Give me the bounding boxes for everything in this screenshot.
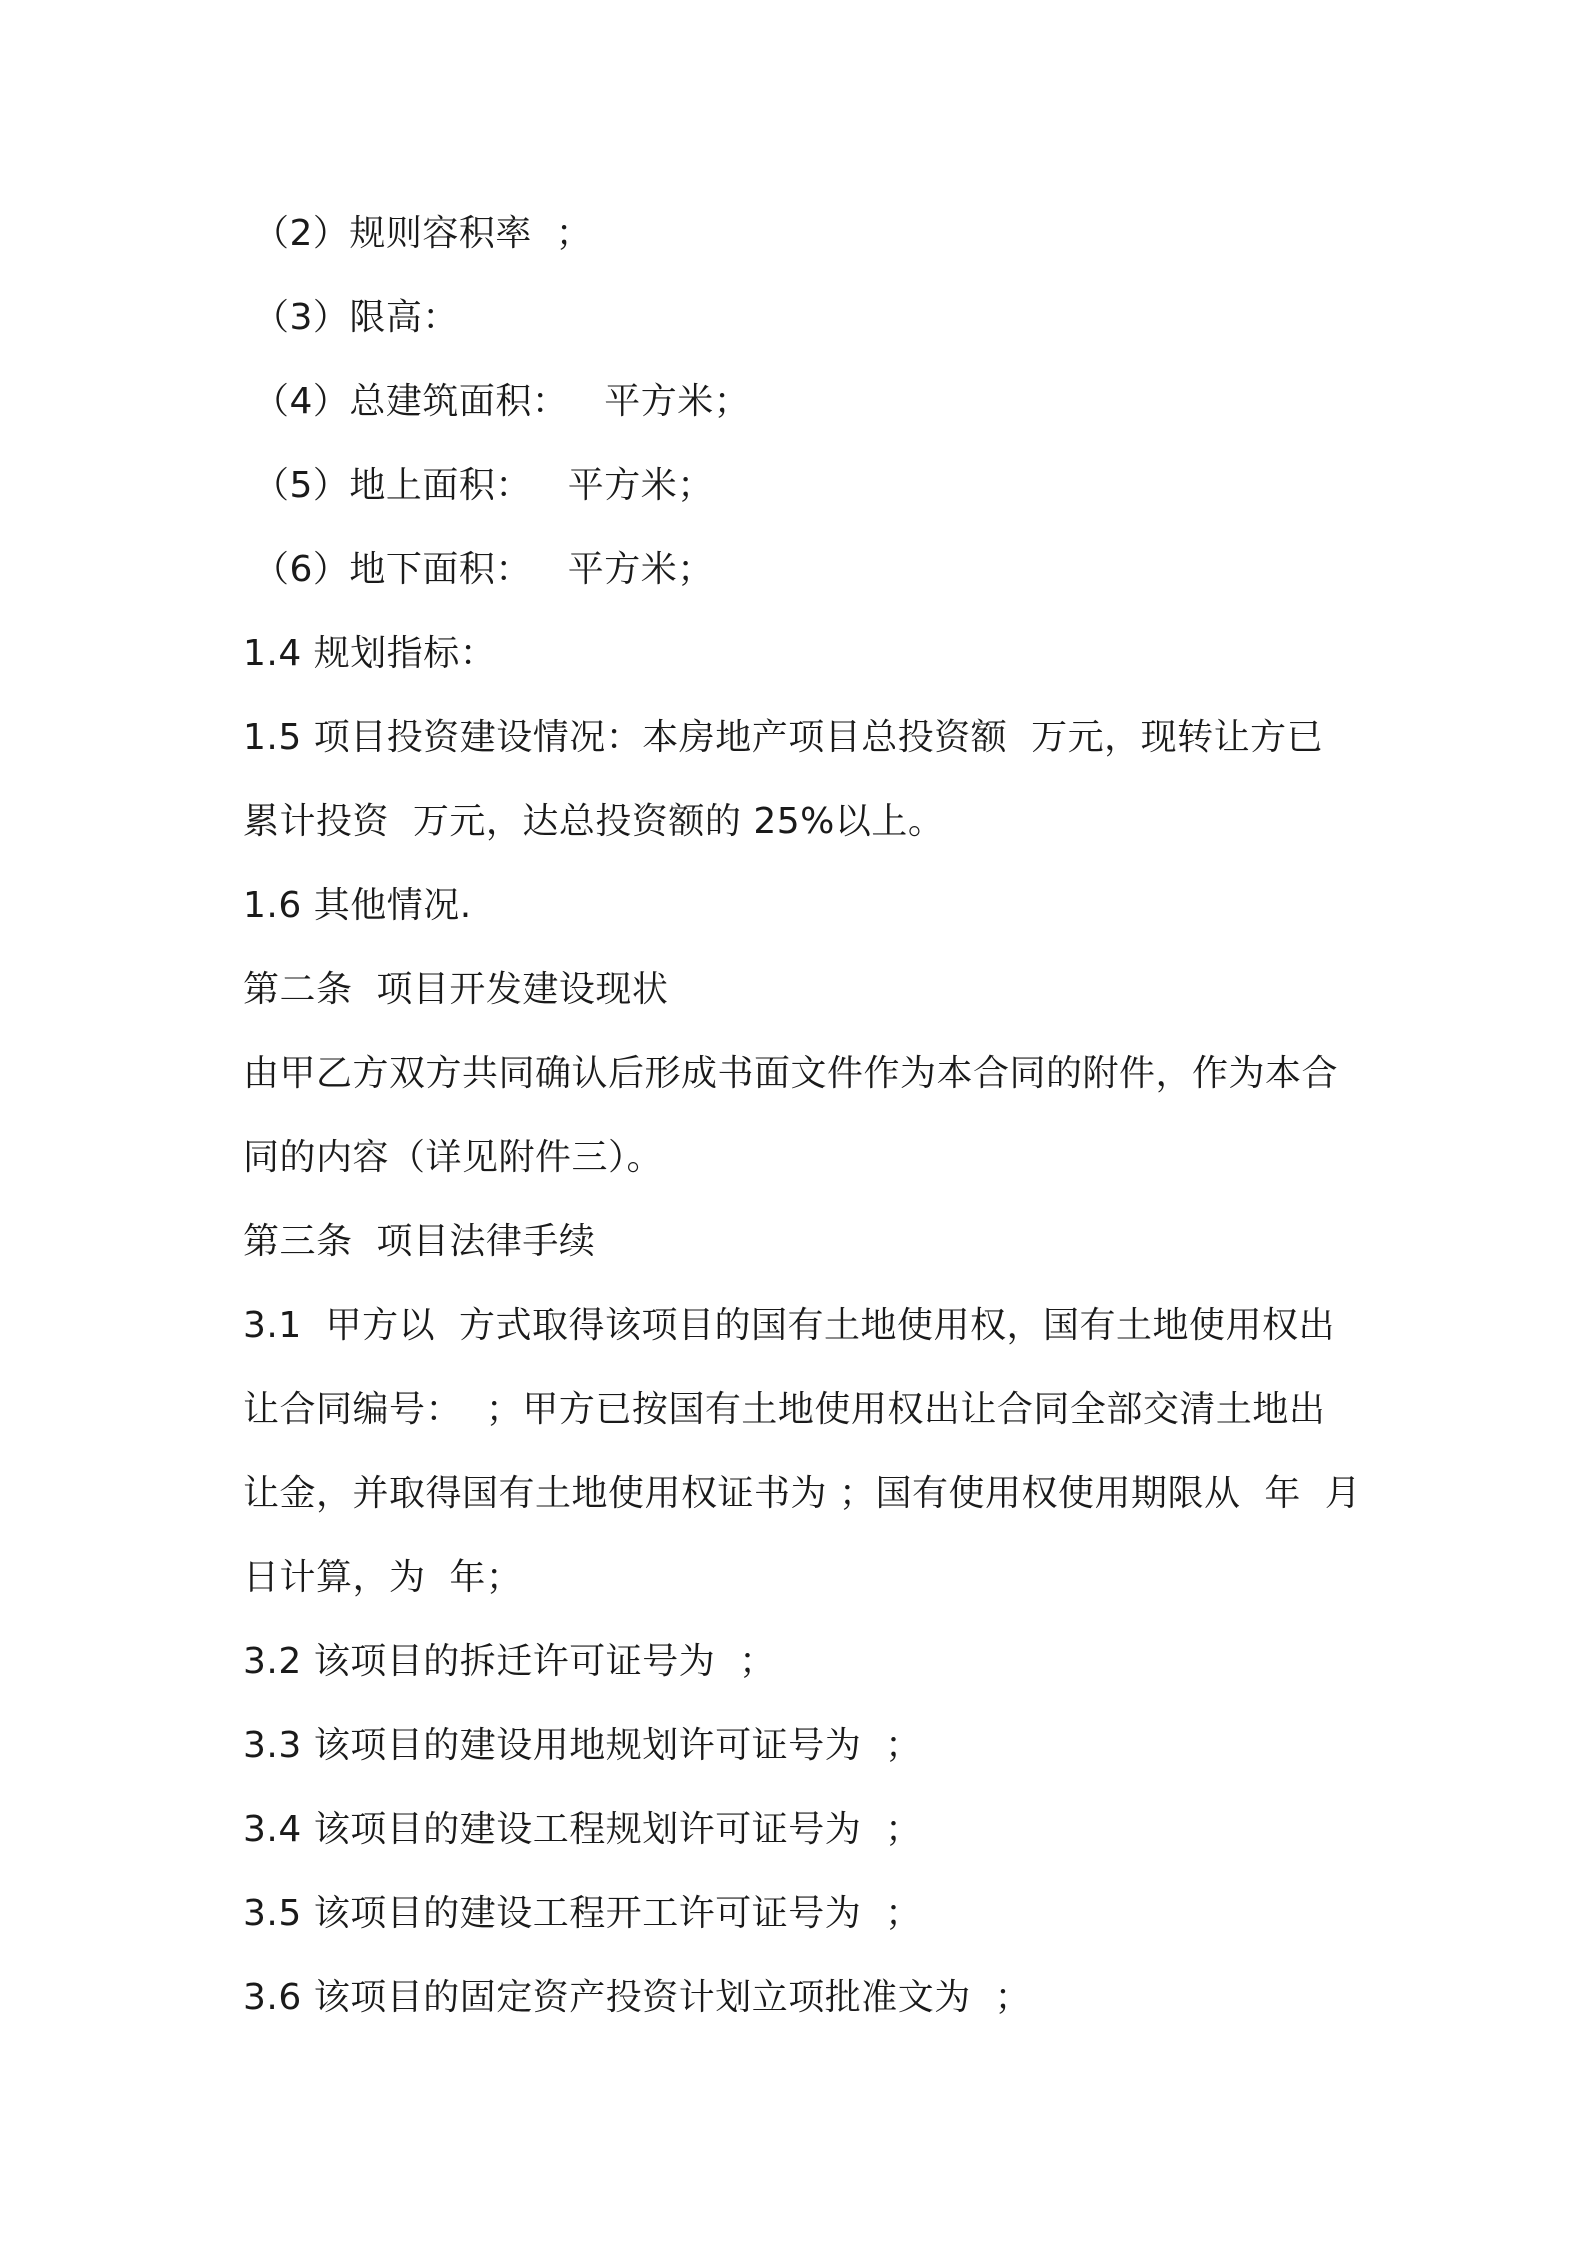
article-2-text-line-2: 同的内容（详见附件三）。 [243,1137,664,1178]
clause-3-3: 3.3 该项目的建设用地规划许可证号为 ； [243,1725,922,1766]
clause-1-5-line-1: 1.5 项目投资建设情况：本房地产项目总投资额 万元，现转让方已 [243,717,1324,758]
clause-1-6: 1.6 其他情况. [243,885,472,926]
clause-3-4: 3.4 该项目的建设工程规划许可证号为 ； [243,1809,922,1850]
clause-1-4: 1.4 规划指标： [243,633,497,674]
clause-1-5-line-2: 累计投资 万元，达总投资额的 25%以上。 [243,801,945,842]
article-2-heading: 第二条 项目开发建设现状 [243,969,669,1010]
clause-3-1-line-1: 3.1 甲方以 方式取得该项目的国有土地使用权，国有土地使用权出 [243,1305,1336,1346]
item-above-ground-area: （5）地上面积： 平方米； [253,465,714,506]
clause-3-1-line-3: 让金，并取得国有土地使用权证书为 ；国有使用权使用期限从 年 月 [243,1473,1362,1514]
clause-3-5: 3.5 该项目的建设工程开工许可证号为 ； [243,1893,922,1934]
item-below-ground-area: （6）地下面积： 平方米； [253,549,714,590]
clause-3-6: 3.6 该项目的固定资产投资计划立项批准文为 ； [243,1977,1032,2018]
item-floor-area-ratio: （2）规则容积率 ； [253,213,593,254]
clause-3-2: 3.2 该项目的拆迁许可证号为 ； [243,1641,776,1682]
item-total-floor-area: （4）总建筑面积： 平方米； [253,381,751,422]
item-height-limit: （3）限高： [253,297,459,338]
article-3-heading: 第三条 项目法律手续 [243,1221,596,1262]
document-body [243,192,1363,2040]
article-2-text-line-1: 由甲乙方双方共同确认后形成书面文件作为本合同的附件，作为本合 [243,1053,1339,1094]
clause-3-1-line-2: 让合同编号： ；甲方已按国有土地使用权出让合同全部交清土地出 [243,1389,1326,1430]
clause-3-1-line-4: 日计算，为 年； [243,1557,523,1598]
